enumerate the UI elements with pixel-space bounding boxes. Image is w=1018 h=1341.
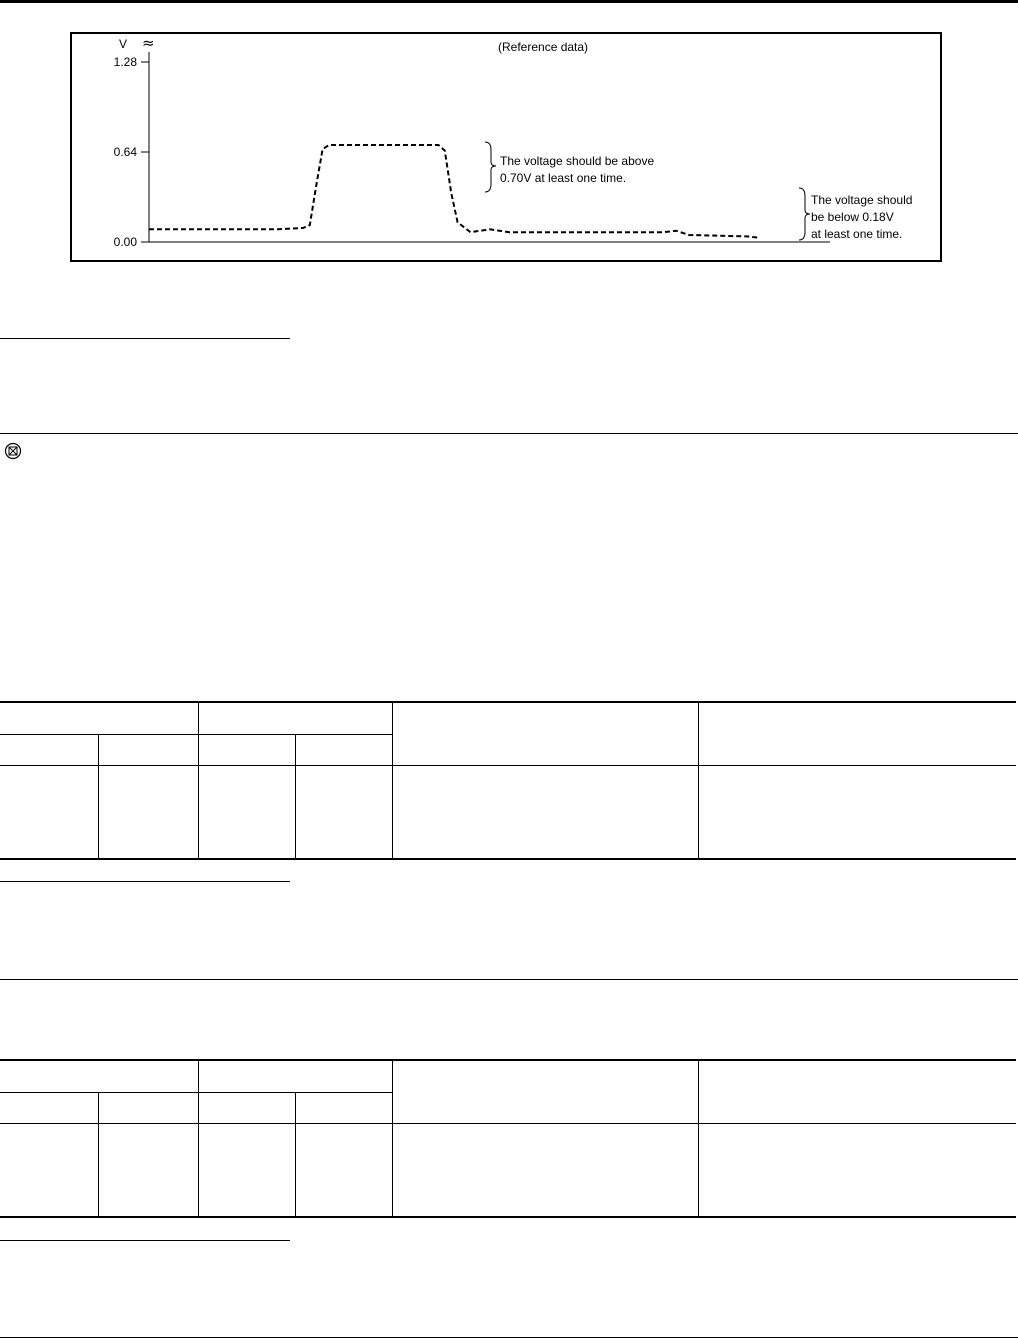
connector-table-1 xyxy=(0,701,1016,860)
chart-title: (Reference data) xyxy=(498,40,589,54)
table-cell xyxy=(198,765,295,859)
section-rule-2 xyxy=(0,881,290,882)
table-cell xyxy=(0,765,98,859)
table-cell xyxy=(198,1060,392,1092)
section-rule-1 xyxy=(0,338,290,339)
table-cell xyxy=(198,1123,295,1217)
table-cell xyxy=(392,1060,698,1123)
table-cell xyxy=(198,734,295,765)
table-cell xyxy=(698,702,1016,765)
table-cell xyxy=(98,1092,198,1123)
annotation-low: The voltage should be below 0.18V at least one time. xyxy=(811,193,913,241)
table-cell xyxy=(198,1092,295,1123)
section-rule-3 xyxy=(0,1240,290,1241)
table-cell xyxy=(98,765,198,859)
table-cell xyxy=(0,734,98,765)
section-divider-2 xyxy=(0,979,1018,980)
reference-voltage-figure xyxy=(70,32,942,262)
section-divider-1 xyxy=(0,433,1018,434)
axis-break-mark: ≈ xyxy=(142,34,155,52)
table-cell xyxy=(698,1060,1016,1123)
page-top-rule xyxy=(0,0,1018,3)
table-cell xyxy=(698,1123,1016,1217)
table-cell xyxy=(0,1060,198,1092)
y-ticks xyxy=(114,55,149,249)
y-axis-unit-label: V xyxy=(119,37,128,51)
table-cell xyxy=(392,1123,698,1217)
table-cell xyxy=(698,765,1016,859)
table-cell xyxy=(392,702,698,765)
y-tick-label: 0.00 xyxy=(113,235,137,249)
annotation-high: The voltage should be above 0.70V at least one time. xyxy=(500,154,655,185)
bracket-low xyxy=(799,188,810,240)
table-cell xyxy=(295,765,392,859)
y-tick-label: 0.64 xyxy=(113,145,137,159)
table-cell xyxy=(198,702,392,734)
table-cell xyxy=(295,1123,392,1217)
bracket-high xyxy=(485,142,496,192)
table-cell xyxy=(0,1123,98,1217)
page-bottom-rule xyxy=(0,1337,1018,1338)
table-cell xyxy=(295,734,392,765)
voltage-trace xyxy=(149,145,760,238)
voltage-chart xyxy=(72,34,940,260)
connector-table-2 xyxy=(0,1059,1016,1218)
table-cell xyxy=(0,1092,98,1123)
table-cell xyxy=(98,1123,198,1217)
circled-x-icon xyxy=(4,442,22,460)
table-cell xyxy=(295,1092,392,1123)
table-cell xyxy=(0,702,198,734)
table-cell xyxy=(98,734,198,765)
table-cell xyxy=(392,765,698,859)
y-tick-label: 1.28 xyxy=(113,55,137,69)
